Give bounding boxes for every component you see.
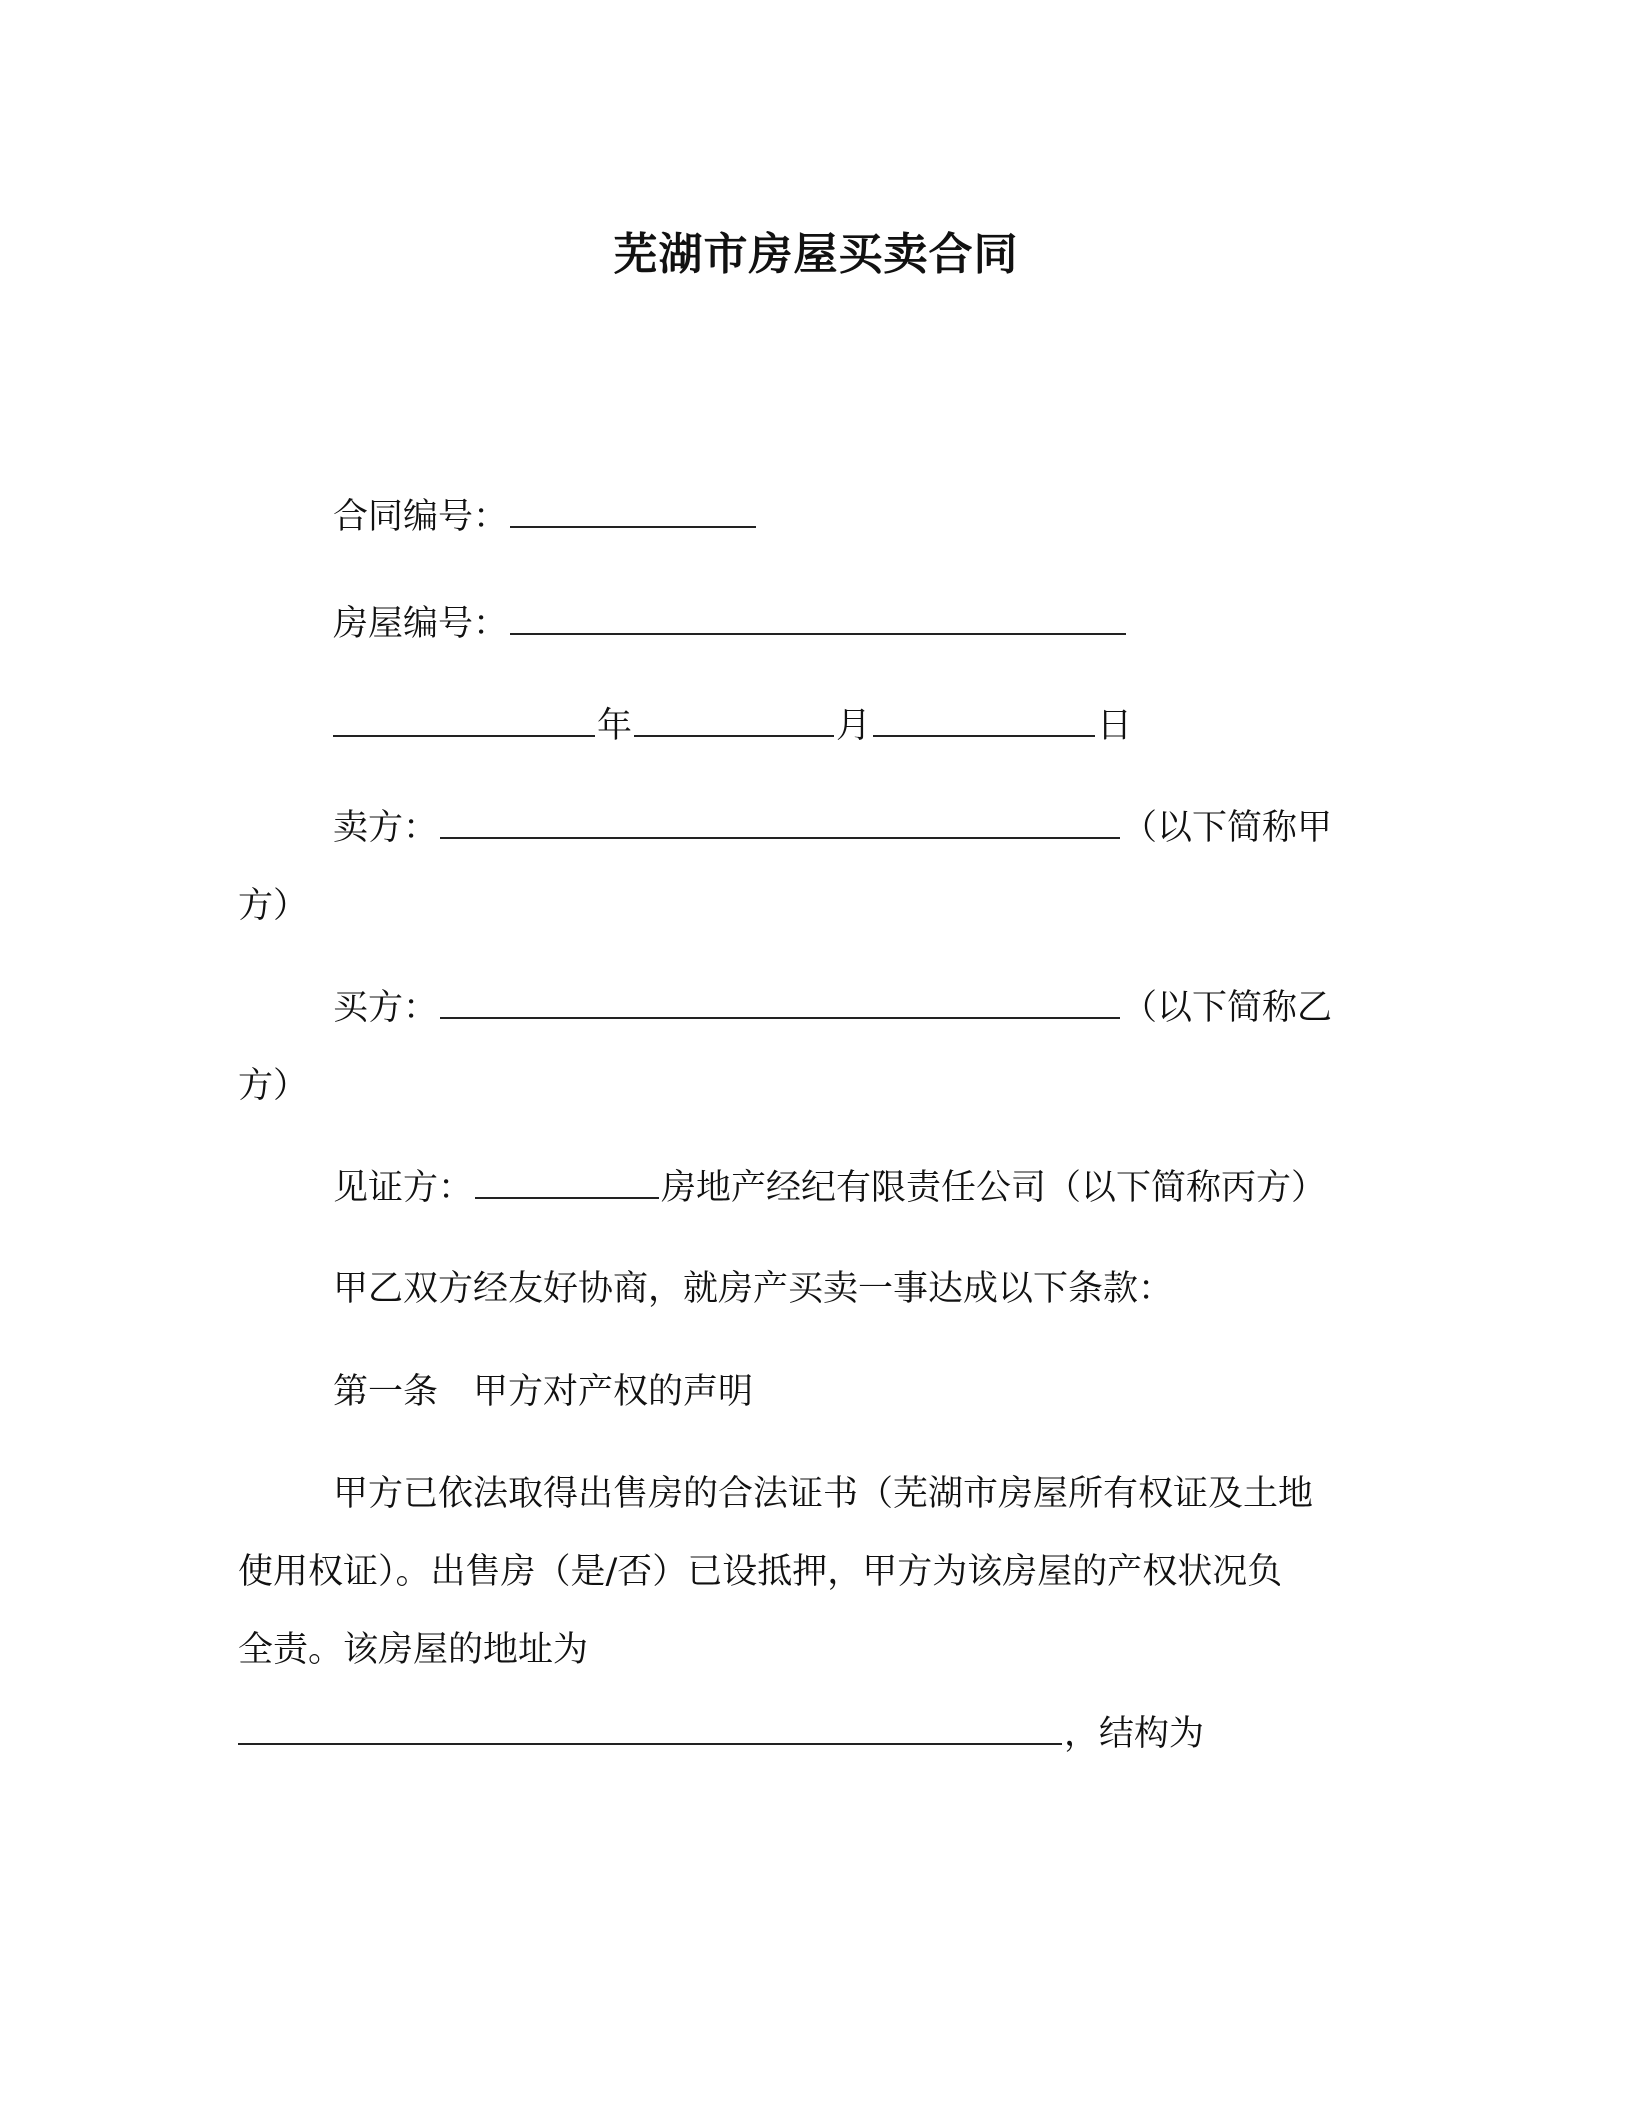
date-day-label: 日 — [1097, 706, 1133, 746]
address-suffix: ，结构为 — [1064, 1714, 1205, 1754]
contract-number-blank — [510, 496, 756, 528]
seller-label: 卖方： — [333, 808, 439, 848]
buyer-suffix: （以下简称乙 — [1122, 988, 1333, 1028]
house-number-line — [333, 600, 1128, 648]
buyer-label: 买方： — [333, 988, 439, 1028]
house-number-label: 房屋编号： — [333, 604, 509, 644]
date-day-blank — [873, 705, 1095, 737]
seller-blank — [440, 807, 1120, 839]
seller-line — [333, 804, 1332, 852]
address-blank — [238, 1713, 1062, 1745]
buyer-line — [333, 984, 1332, 1032]
date-year-label: 年 — [597, 706, 633, 746]
date-year-blank — [333, 705, 595, 737]
article-1-line-3: 全责。该房屋的地址为 — [238, 1630, 589, 1670]
buyer-blank — [440, 987, 1120, 1019]
article-1-heading: 第一条 甲方对产权的声明 — [333, 1372, 754, 1412]
seller-line-cont: 方） — [238, 886, 309, 926]
witness-label: 见证方： — [333, 1168, 474, 1208]
seller-suffix: （以下简称甲 — [1122, 808, 1333, 848]
date-month-label: 月 — [836, 706, 872, 746]
contract-number-label: 合同编号： — [333, 497, 509, 537]
document-title: 芜湖市房屋买卖合同 — [613, 229, 1019, 280]
house-number-blank — [510, 603, 1126, 635]
intro-paragraph: 甲乙双方经友好协商，就房产买卖一事达成以下条款： — [333, 1269, 1174, 1309]
buyer-line-cont: 方） — [238, 1066, 309, 1106]
contract-number-line — [333, 493, 758, 541]
witness-blank — [475, 1167, 659, 1199]
article-1-line-2: 使用权证）。出售房（是/否）已设抵押，甲方为该房屋的产权状况负 — [238, 1552, 1283, 1592]
address-line — [238, 1710, 1204, 1758]
witness-line — [333, 1164, 1326, 1212]
date-month-blank — [634, 705, 834, 737]
article-1-line-1: 甲方已依法取得出售房的合法证书（芜湖市房屋所有权证及土地 — [333, 1474, 1314, 1514]
witness-suffix: 房地产经纪有限责任公司（以下简称丙方） — [661, 1168, 1327, 1208]
date-line — [333, 702, 1132, 750]
